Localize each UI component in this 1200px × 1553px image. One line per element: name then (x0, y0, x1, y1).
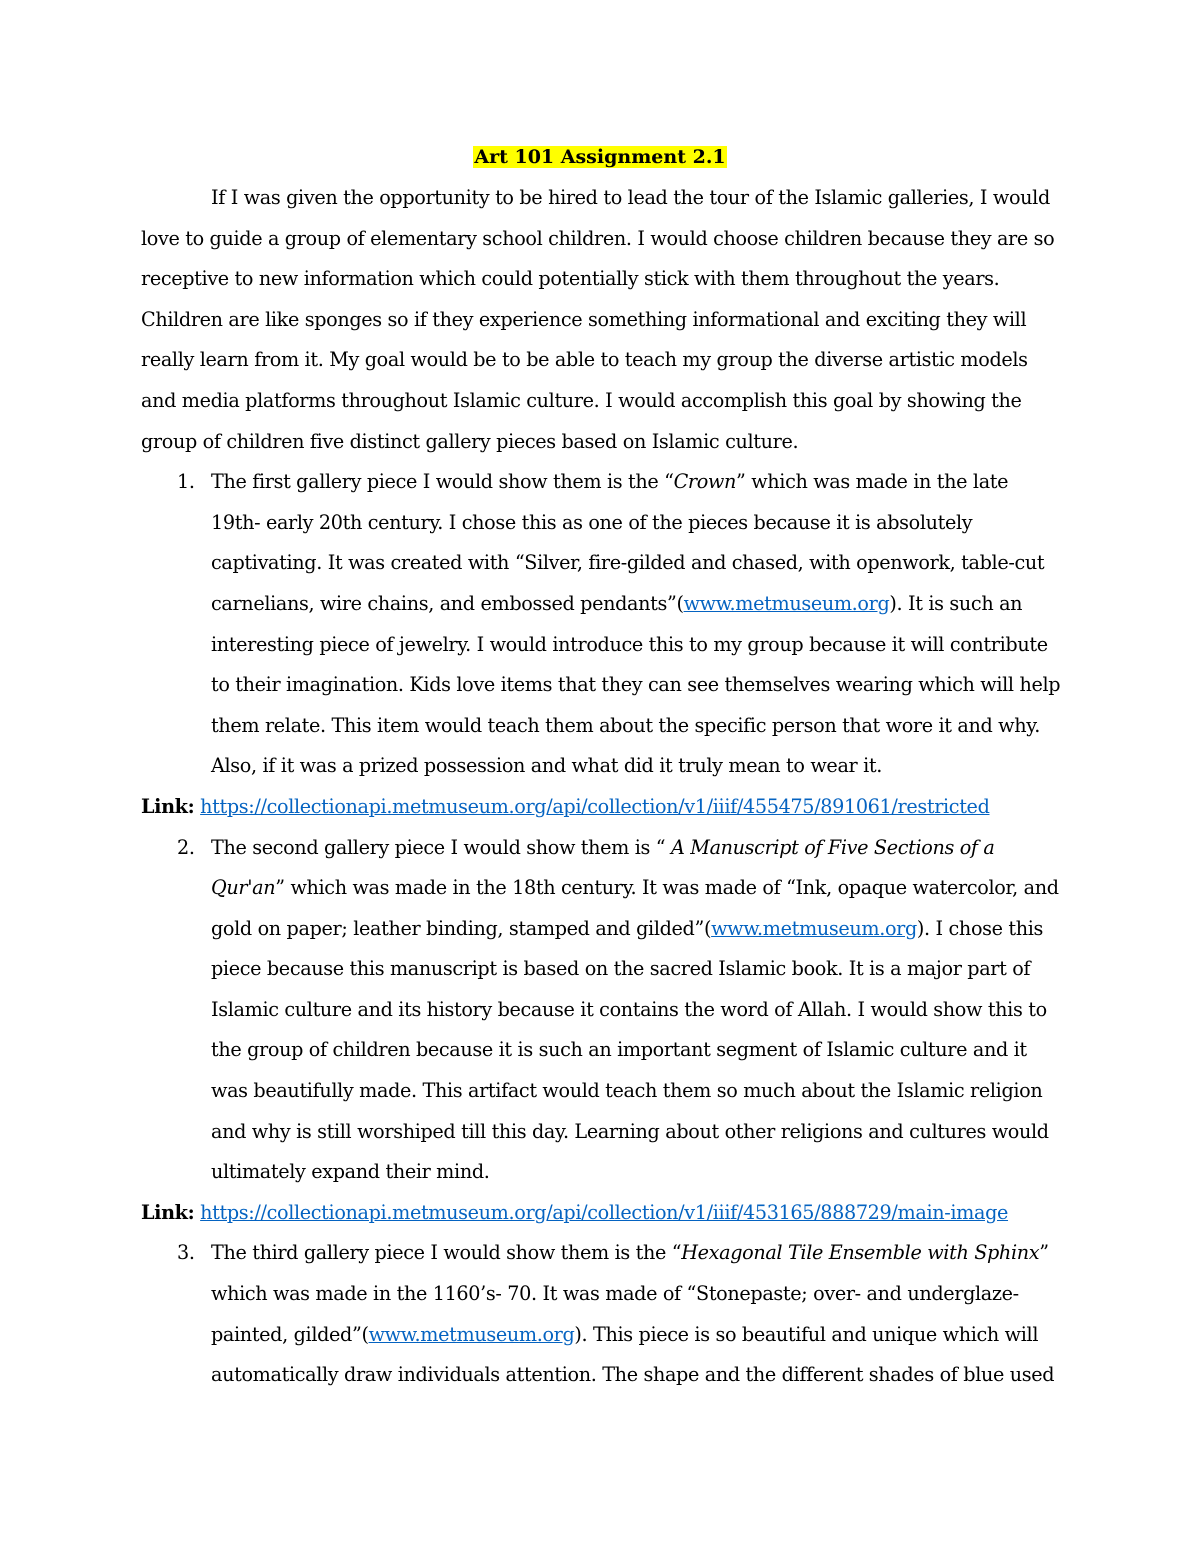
item-text-before: The third gallery piece I would show them is the “ (211, 1241, 682, 1265)
link-label: Link: (141, 1200, 195, 1224)
item-text-middle: ” which was made in the 1160’s- 70. It was made of “Stonepaste; over- and underglaze-painted, gilded”( (211, 1241, 1049, 1346)
highlighted-title-text: Art 101 Assignment 2.1 (474, 146, 726, 168)
list-item-2 (141, 828, 1061, 1193)
metmuseum-link[interactable]: www.metmuseum.org (368, 1322, 575, 1346)
list-number: 3. (177, 1241, 195, 1265)
item-text-after: ). It is such an interesting piece of jewelry. I would introduce this to my group because it will contribute to their imagination. Kids love items that they can see themselves wearing which will help them relate. This item would teach them about the specific person that wore it and why. Also, if it was a prized possession and what did it truly mean to wear it. (211, 591, 1061, 778)
list-item-1 (141, 462, 1061, 787)
artwork-title: Crown (673, 470, 736, 494)
list-item-3 (141, 1233, 1061, 1395)
item-text-after: ). I chose this piece because this manuscript is based on the sacred Islamic book. It is a major part of Islamic culture and its history because it contains the word of Allah. I would show this to the group of children because it is such an important segment of Islamic culture and it was beautifully made. This artifact would teach them so much about the Islamic religion and why is still worshiped till this day. Learning about other religions and cultures would ultimately expand their mind. (211, 916, 1049, 1184)
intro-paragraph: If I was given the opportunity to be hired to lead the tour of the Islamic galleries, I would love to guide a group of elementary school children. I would choose children because they are so receptive to new information which could potentially stick with them throughout the years. Children are like sponges so if they experience something informational and exciting they will really learn from it. My goal would be to be able to teach my group the diverse artistic models and media platforms throughout Islamic culture. I would accomplish this goal by showing the group of children five distinct gallery pieces based on Islamic culture. (141, 186, 1055, 453)
document-body (141, 178, 1061, 1396)
item-text-before: The second gallery piece I would show them is “ (211, 835, 672, 859)
link-line-1 (141, 787, 1061, 828)
item-text-before: The first gallery piece I would show them is the “ (211, 470, 674, 494)
document-title (0, 141, 1200, 173)
link-line-2 (141, 1193, 1061, 1234)
collection-image-link[interactable]: https://collectionapi.metmuseum.org/api/collection/v1/iiif/453165/888729/main-image (200, 1200, 1009, 1224)
list-number: 1. (177, 470, 195, 494)
link-label: Link: (141, 794, 195, 818)
item-text-middle: ” which was made in the 18th century. It was made of “Ink, opaque watercolor, and gold on paper; leather binding, stamped and gilded”( (211, 876, 1059, 940)
metmuseum-link[interactable]: www.metmuseum.org (711, 916, 917, 940)
artwork-title: Hexagonal Tile Ensemble with Sphinx (681, 1241, 1040, 1265)
item-text-after: ). This piece is so beautiful and unique which will automatically draw individuals attention. The shape and the different shades of blue used (211, 1322, 1055, 1387)
item-text-middle: ” which was made in the late 19th- early 20th century. I chose this as one of the pieces because it is absolutely captivating. It was created with “Silver, fire-gilded and chased, with openwork, table-cut carnelians, wire chains, and embossed pendants”( (211, 470, 1045, 615)
collection-image-link[interactable]: https://collectionapi.metmuseum.org/api/collection/v1/iiif/455475/891061/restricted (200, 794, 990, 818)
artwork-title: A Manuscript of Five Sections of a Qur'an (211, 835, 995, 900)
metmuseum-link[interactable]: www.metmuseum.org (683, 591, 890, 615)
list-number: 2. (177, 835, 195, 859)
